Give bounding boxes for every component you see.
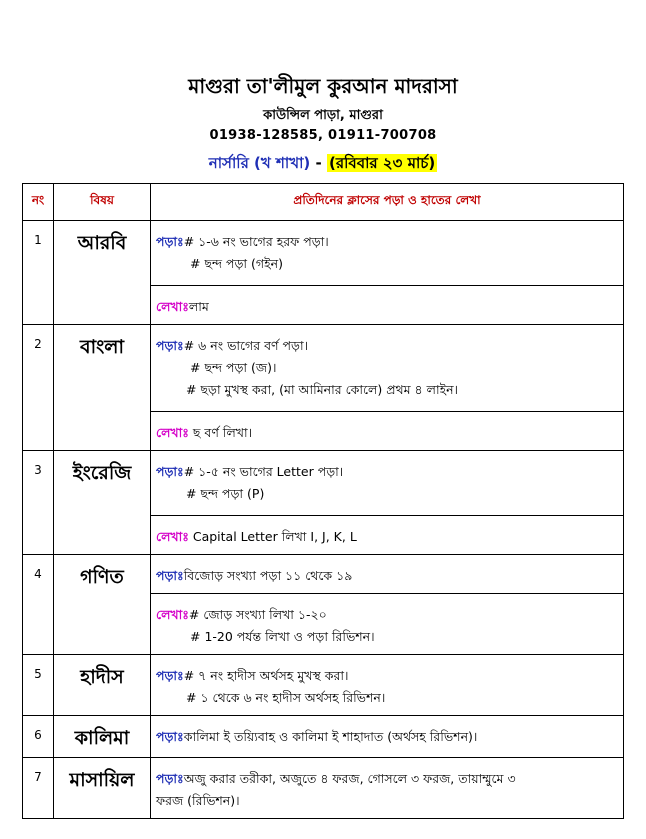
row-number: 5 — [23, 655, 54, 716]
read-line: # ৬ নং ভাগের বর্ণ পড়া। — [183, 338, 309, 353]
read-label: পড়াঃ — [156, 668, 184, 683]
row-number: 2 — [23, 325, 54, 451]
read-cell — [151, 758, 624, 819]
read-cell — [151, 325, 624, 412]
row-number: 3 — [23, 451, 54, 555]
read-line: বিজোড় সংখ্যা পড়া ১১ থেকে ১৯ — [183, 568, 353, 583]
table-row — [23, 716, 624, 758]
write-cell — [151, 594, 624, 655]
subject-name: মাসায়িল — [54, 758, 151, 819]
header-subject: বিষয় — [54, 184, 151, 221]
class-name: নার্সারি (খ শাখা) — [208, 154, 311, 172]
table-row — [23, 758, 624, 819]
row-number: 4 — [23, 555, 54, 655]
read-label: পড়াঃ — [156, 464, 184, 479]
read-line: # ছন্দ পড়া (P) — [186, 486, 265, 501]
write-label: লেখাঃ — [156, 425, 189, 440]
write-label: লেখাঃ — [156, 607, 189, 622]
read-line: # ১-৬ নং ভাগের হরফ পড়া। — [183, 234, 329, 249]
write-cell — [151, 286, 624, 325]
subject-name: হাদীস — [54, 655, 151, 716]
read-line: # ১ থেকে ৬ নং হাদীস অর্থসহ রিভিশন। — [186, 690, 386, 705]
row-number: 6 — [23, 716, 54, 758]
write-line: # জোড় সংখ্যা লিখা ১-২০ — [188, 607, 327, 622]
read-label: পড়াঃ — [156, 771, 184, 786]
subject-name: বাংলা — [54, 325, 151, 451]
read-label: পড়াঃ — [156, 568, 184, 583]
table-row — [23, 555, 624, 594]
read-cell — [151, 655, 624, 716]
school-address: কাউন্সিল পাড়া, মাগুরা — [263, 108, 383, 123]
write-line: # 1-20 পর্যন্ত লিখা ও পড়া রিভিশন। — [190, 629, 375, 644]
separator: - — [315, 154, 322, 172]
read-line: # ছন্দ পড়া (গইন) — [190, 256, 283, 271]
subject-name: আরবি — [54, 221, 151, 325]
read-label: পড়াঃ — [156, 234, 184, 249]
subject-name: ইংরেজি — [54, 451, 151, 555]
read-cell — [151, 716, 624, 758]
subject-name: গণিত — [54, 555, 151, 655]
read-label: পড়াঃ — [156, 729, 184, 744]
write-line: লাম — [188, 299, 209, 314]
table-row — [23, 325, 624, 412]
school-title: মাগুরা তা'লীমুল কুরআন মাদরাসা — [188, 74, 458, 98]
read-line: # ছড়া মুখস্থ করা, (মা আমিনার কোলে) প্রথম ৪ লাইন। — [186, 382, 459, 397]
read-line: অজু করার তরীকা, অজুতে ৪ ফরজ, গোসলে ৩ ফরজ, তায়াম্মুমে ৩ — [183, 771, 516, 786]
subject-name: কালিমা — [54, 716, 151, 758]
class-line — [0, 152, 646, 177]
read-label: পড়াঃ — [156, 338, 184, 353]
read-line: ফরজ (রিভিশন)। — [156, 793, 240, 808]
write-line: Capital Letter লিখা I, J, K, L — [188, 529, 357, 544]
write-cell — [151, 516, 624, 555]
read-line: কালিমা ই তয়্যিবাহ ও কালিমা ই শাহাদাত (অর্থসহ রিভিশন)। — [183, 729, 478, 744]
read-cell — [151, 221, 624, 286]
header-details: প্রতিদিনের ক্লাসের পড়া ও হাতের লেখা — [151, 184, 624, 221]
table-row — [23, 451, 624, 516]
write-label: লেখাঃ — [156, 529, 189, 544]
row-number: 1 — [23, 221, 54, 325]
phone-numbers: 01938-128585, 01911-700708 — [209, 128, 437, 143]
row-number: 7 — [23, 758, 54, 819]
read-line: # ছন্দ পড়া (জ)। — [190, 360, 277, 375]
table-row — [23, 221, 624, 286]
read-cell — [151, 555, 624, 594]
read-line: # ১-৫ নং ভাগের Letter পড়া। — [183, 464, 344, 479]
table-row — [23, 655, 624, 716]
write-cell — [151, 412, 624, 451]
table-header-row — [23, 184, 624, 221]
write-line: ছ বর্ণ লিখা। — [188, 425, 253, 440]
write-label: লেখাঃ — [156, 299, 189, 314]
date-highlight: (রবিবার ২৩ মার্চ) — [328, 154, 436, 172]
header-number: নং — [23, 184, 54, 221]
routine-table — [22, 183, 624, 819]
read-cell — [151, 451, 624, 516]
read-line: # ৭ নং হাদীস অর্থসহ মুখস্থ করা। — [183, 668, 349, 683]
